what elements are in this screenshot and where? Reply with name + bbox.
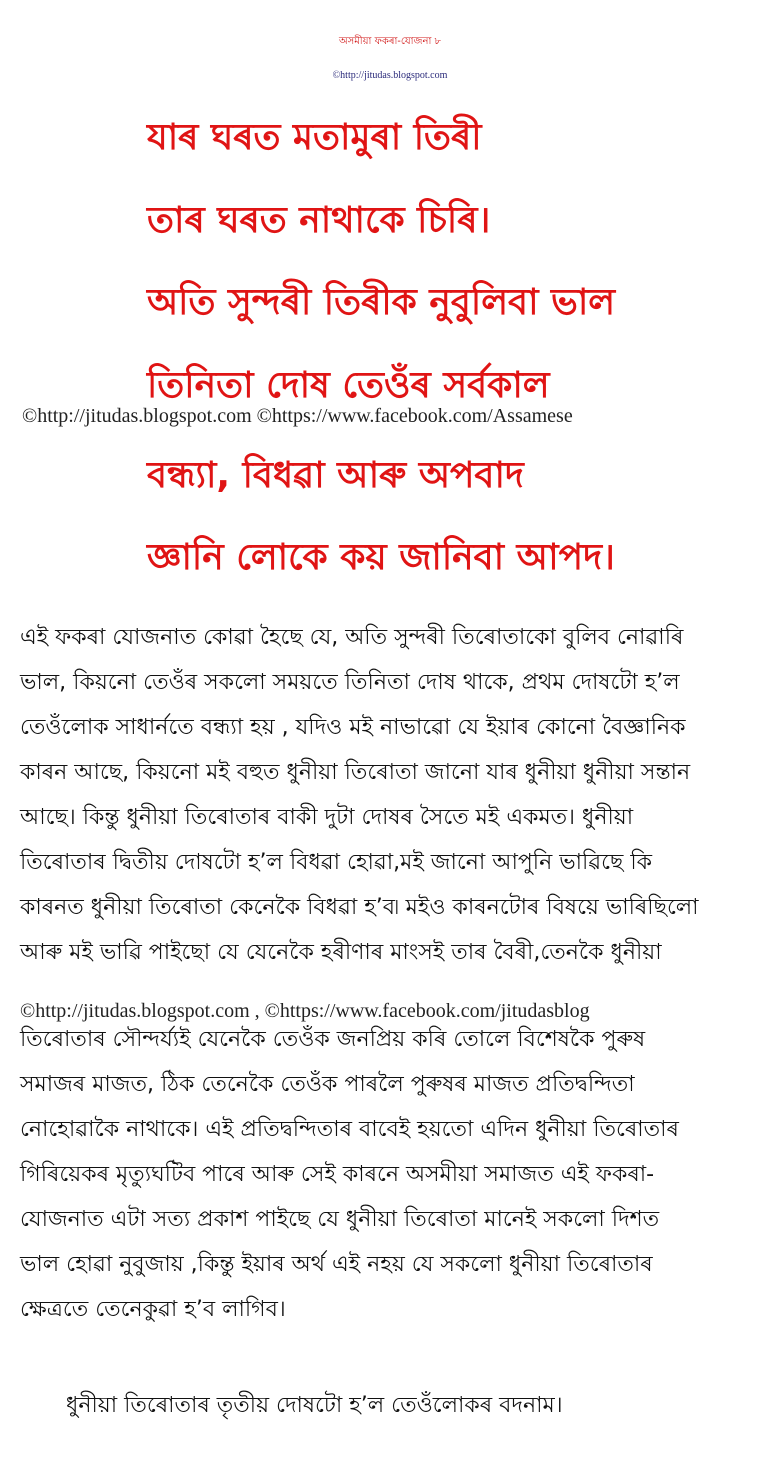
paragraph-line: কাৰনত ধুনীয়া তিৰোতা কেনেকৈ বিধৱা হ’ব৷ মইও কাৰনটোৰ বিষয়ে ভাৰিছিলো [20,895,699,920]
paragraph-line: তিৰোতাৰ দ্বিতীয় দোষটো হ’ল বিধৱা হোৱা,মই জানো আপুনি ভাৱিছে কি [20,850,653,875]
paragraph-line: যোজনাত এটা সত্য প্ৰকাশ পাইছে যে ধুনীয়া তিৰোতা মানেই সকলো দিশত [20,1207,660,1232]
verse-line: বন্ধ্যা, বিধৱা আৰু অপবাদ [147,455,524,496]
verse-line: জ্ঞানি লোকে কয় জানিবা আপদ। [147,537,615,578]
paragraph-line: তিৰোতাৰ সৌন্দৰ্য্যই যেনেকৈ তেওঁক জনপ্ৰিয় কৰি তোলে বিশেষকৈ পুৰুষ [20,1027,646,1052]
verse-line: তাৰ ঘৰত নাথাকে চিৰি। [147,200,491,241]
paragraph-line: সমাজৰ মাজত, ঠিক তেনেকৈ তেওঁক পাৰলৈ পুৰুষৰ মাজত প্ৰতিদ্বন্দিতা [20,1072,635,1097]
watermark-credit: ©http://jitudas.blogspot.com , ©https://www.facebook.com/jitudasblog [20,1000,590,1022]
verse-line: অতি সুন্দৰী তিৰীক নুবুলিবা ভাল [147,282,616,323]
paragraph-line: ক্ষেত্ৰতে তেনেকুৱা হ’ব লাগিব। [20,1297,286,1322]
paragraph-line: আৰু মই ভাৱি পাইছো যে যেনেকৈ হৰীণাৰ মাংসই তাৰ বৈৰী,তেনকৈ ধুনীয়া [20,940,662,965]
page-title: অসমীয়া ফকৰা-যোজনা ৮ [338,36,442,47]
verse-line: তিনিতা দোষ তেওঁৰ সৰ্বকাল [147,365,550,406]
verse-line: যাৰ ঘৰত মতামুৰা তিৰী [147,117,482,158]
paragraph-line: তেওঁলোক সাধাৰ্নতে বন্ধ্যা হয় , যদিও মই নাভাৱো যে ইয়াৰ কোনো বৈজ্ঞানিক [20,715,686,740]
closing-line: ধুনীয়া তিৰোতাৰ তৃতীয় দোষটো হ’ল তেওঁলোকৰ বদনাম। [66,1393,563,1418]
blog-credit: ©http://jitudas.blogspot.com [332,70,448,81]
paragraph-line: ভাল হোৱা নুবুজায় ,কিন্তু ইয়াৰ অৰ্থ এই নহয় যে সকলো ধুনীয়া তিৰোতাৰ [20,1252,653,1277]
watermark-credit: ©http://jitudas.blogspot.com ©https://www.facebook.com/Assamese [22,405,573,427]
paragraph-line: এই ফকৰা যোজনাত কোৱা হৈছে যে, অতি সুন্দৰী তিৰোতাকো বুলিব নোৱাৰি [20,625,684,650]
paragraph-line: কাৰন আছে, কিয়নো মই বহুত ধুনীয়া তিৰোতা জানো যাৰ ধুনীয়া ধুনীয়া সন্তান [20,760,691,785]
paragraph-line: আছে। কিন্তু ধুনীয়া তিৰোতাৰ বাকী দুটা দোষৰ সৈতে মই একমত। ধুনীয়া [20,805,634,830]
paragraph-line: নোহোৱাকৈ নাথাকে। এই প্ৰতিদ্বন্দিতাৰ বাবেই হয়তো এদিন ধুনীয়া তিৰোতাৰ [20,1117,679,1142]
paragraph-line: গিৰিয়েকৰ মৃত্যুঘটিব পাৰে আৰু সেই কাৰনে অসমীয়া সমাজত এই ফকৰা- [20,1162,655,1187]
paragraph-line: ভাল, কিয়নো তেওঁৰ সকলো সময়তে তিনিতা দোষ থাকে, প্ৰথম দোষটো হ’ল [20,670,680,695]
